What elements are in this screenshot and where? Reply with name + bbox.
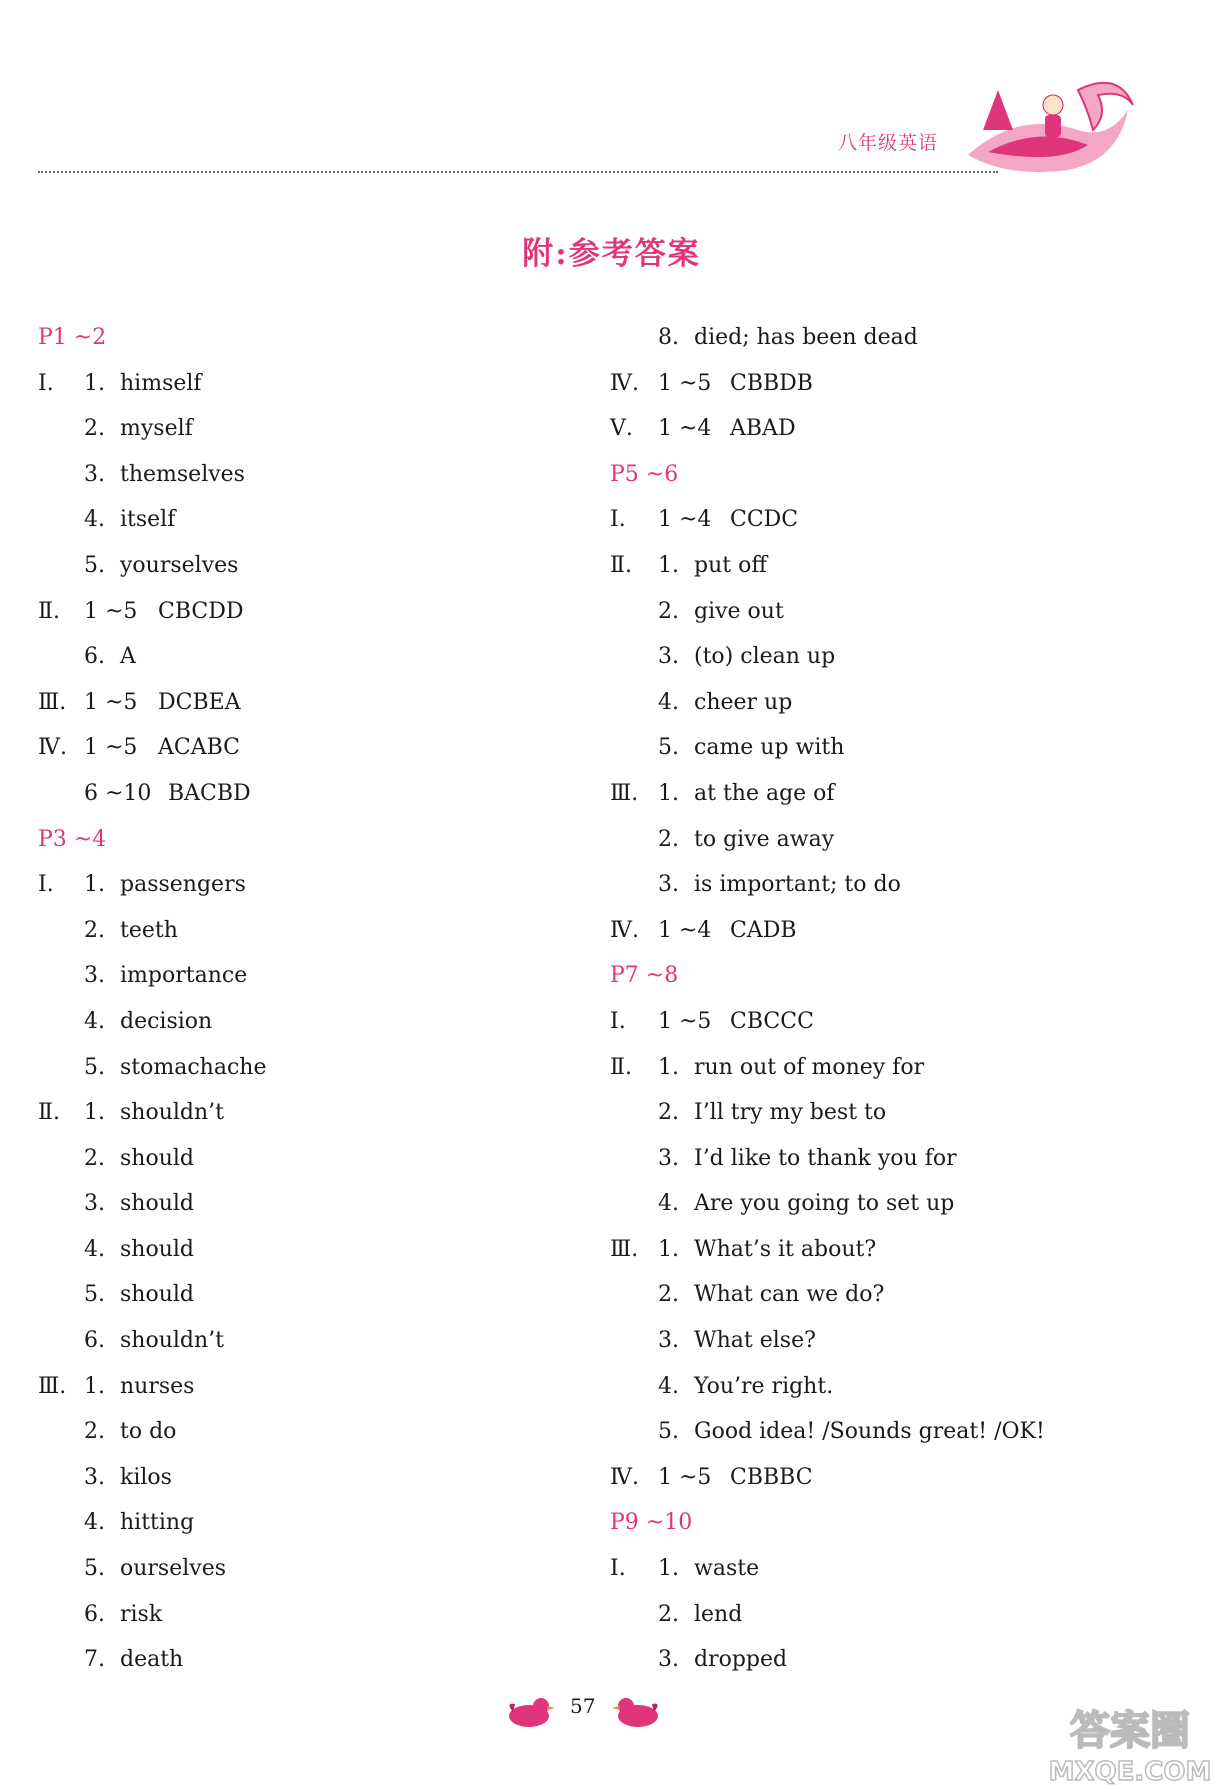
answer-text: should [120,1191,194,1217]
answer-number: 8. [658,325,679,350]
answer-item [38,1136,578,1182]
answer-text: died; has been dead [694,325,918,350]
answer-item [38,1592,578,1638]
answer-number: 2. [84,1145,105,1171]
answer-text: lend [694,1601,743,1627]
answer-text: CBBDB [730,370,813,396]
answer-number: 1 ~5 [84,598,138,624]
answer-text: itself [120,507,176,533]
answer-text: run out of money for [694,1054,925,1080]
answer-number: 3. [84,963,105,989]
answer-text: should [120,1145,194,1171]
answer-item [38,1090,578,1136]
answer-number: 4. [84,1008,105,1034]
answer-text: stomachache [120,1054,267,1080]
answer-item [610,497,1190,543]
answer-text: hitting [120,1510,195,1536]
answer-number: 1 ~5 [84,689,138,715]
answer-item [38,1318,578,1364]
answer-number: 1. [84,872,105,898]
answer-number: 2. [658,826,679,852]
answer-item [38,634,578,680]
answer-item [610,315,1190,361]
answer-text: decision [120,1008,213,1034]
answer-number: 1. [658,552,679,578]
answer-item [38,406,578,452]
question-group-numeral: Ⅳ. [610,917,639,943]
answer-item [610,862,1190,908]
answer-item [610,1272,1190,1318]
watermark-text: 答案圈 [1070,1708,1190,1754]
answer-number: 1. [84,1100,105,1126]
answer-item [38,1455,578,1501]
answer-text: teeth [120,917,178,943]
answer-item [38,680,578,726]
answer-text: What else? [694,1328,816,1354]
question-group-numeral: Ⅳ. [610,1464,639,1490]
answer-item [610,1181,1190,1227]
answer-item [38,1227,578,1273]
answer-item [610,1592,1190,1638]
question-group-numeral: Ⅲ. [610,780,639,806]
answer-number: 1. [658,1054,679,1080]
answer-number: 1 ~5 [84,735,138,761]
question-group-numeral: Ⅳ. [38,735,67,761]
answer-item [610,543,1190,589]
answer-number: 1 ~4 [658,507,712,533]
answer-number: 6 ~10 [84,780,152,806]
section-heading: P7 ~8 [610,963,679,989]
answer-text: give out [694,598,784,624]
answer-item [38,1045,578,1091]
answer-item [610,1090,1190,1136]
watermark-logo [1045,1700,1215,1788]
answer-number: 4. [658,1191,679,1217]
answer-text: ourselves [120,1556,227,1582]
answer-text: is important; to do [694,872,901,898]
answer-number: 2. [84,917,105,943]
bird-icon [612,1690,664,1730]
answer-item [610,361,1190,407]
answer-number: 5. [84,1556,105,1582]
answer-text: CBCCC [730,1008,814,1034]
answer-text: myself [120,416,193,442]
answer-number: 1 ~5 [658,1008,712,1034]
answer-number: 5. [84,1282,105,1308]
answer-item [610,589,1190,635]
answer-text: yourselves [120,552,239,578]
answer-item [38,1546,578,1592]
answer-text: A [120,644,136,670]
answer-number: 1 ~4 [658,416,712,442]
answer-text: I’d like to thank you for [694,1145,957,1171]
answer-text: I’ll try my best to [694,1100,887,1126]
answer-number: 4. [84,1510,105,1536]
answer-text: themselves [120,461,245,487]
answer-item [38,543,578,589]
answer-item [38,1364,578,1410]
answer-item [610,1546,1190,1592]
answer-item [610,1364,1190,1410]
answer-item [610,908,1190,954]
answer-number: 5. [658,1419,679,1445]
watermark-domain: MXQE.COM [1048,1757,1212,1787]
question-group-numeral: Ⅲ. [38,689,67,715]
answer-text: passengers [120,872,246,898]
answer-text: came up with [694,735,845,761]
answer-text: CBBBC [730,1464,813,1490]
answer-number: 1 ~5 [658,370,712,396]
answer-number: 3. [658,1647,679,1673]
answer-number: 2. [658,1601,679,1627]
answer-text: ACABC [158,735,241,761]
answer-item [38,725,578,771]
answer-item [38,1181,578,1227]
answer-number: 1. [84,1373,105,1399]
answer-number: 1 ~5 [658,1464,712,1490]
answer-number: 2. [84,416,105,442]
page-footer [0,1690,1223,1730]
answer-text: You’re right. [694,1373,834,1399]
question-group-numeral: Ⅰ. [38,872,54,898]
question-group-numeral: Ⅰ. [610,1008,626,1034]
answer-number: 1 ~4 [658,917,712,943]
section-heading: P9 ~10 [610,1510,693,1536]
question-group-numeral: Ⅲ. [610,1236,639,1262]
answer-number: 1. [84,370,105,396]
answer-item [610,1455,1190,1501]
answer-number: 3. [84,461,105,487]
question-group-numeral: Ⅱ. [38,1100,60,1126]
answer-text: should [120,1236,194,1262]
answer-text: at the age of [694,780,835,806]
answer-number: 4. [84,1236,105,1262]
question-group-numeral: Ⅱ. [610,1054,632,1080]
answer-number: 3. [84,1464,105,1490]
answer-item [610,817,1190,863]
answer-item [610,725,1190,771]
section-heading: P1 ~2 [38,325,107,350]
answer-item [38,908,578,954]
answer-item [610,1409,1190,1455]
answer-text: kilos [120,1464,172,1490]
answer-item [38,497,578,543]
answer-text: nurses [120,1373,195,1399]
answer-item [610,771,1190,817]
answer-text: risk [120,1601,163,1627]
answer-number: 2. [658,1100,679,1126]
answer-number: 2. [84,1419,105,1445]
answer-number: 3. [658,644,679,670]
answer-number: 6. [84,1601,105,1627]
answer-number: 4. [658,1373,679,1399]
answer-text: to do [120,1419,177,1445]
answer-item [38,771,578,817]
answer-text: waste [694,1556,760,1582]
question-group-numeral: Ⅳ. [610,370,639,396]
answer-text: DCBEA [158,689,241,715]
question-group-numeral: Ⅰ. [38,370,54,396]
answer-text: Are you going to set up [694,1191,955,1217]
answer-text: should [120,1282,194,1308]
question-group-numeral: Ⅴ. [610,416,633,442]
answer-text: CADB [730,917,797,943]
answer-text: shouldn’t [120,1100,224,1126]
answer-text: Good idea! /Sounds great! /OK! [694,1419,1045,1445]
answer-text: shouldn’t [120,1328,224,1354]
answer-number: 5. [84,1054,105,1080]
answer-number: 1. [658,1556,679,1582]
answer-text: CBCDD [158,598,244,624]
answer-item [610,680,1190,726]
answer-item [38,1409,578,1455]
answer-item [610,634,1190,680]
question-group-numeral: Ⅰ. [610,507,626,533]
surfer-illustration [958,70,1138,180]
answer-text: What can we do? [694,1282,885,1308]
header-divider [38,171,998,173]
answer-text: death [120,1647,184,1673]
answer-text: (to) clean up [694,644,836,670]
answer-text: CCDC [730,507,799,533]
answer-text: BACBD [168,780,251,806]
answer-number: 3. [658,1145,679,1171]
answer-number: 5. [658,735,679,761]
answer-item [38,589,578,635]
answer-text: put off [694,552,767,578]
answer-number: 3. [84,1191,105,1217]
answer-number: 7. [84,1647,105,1673]
section-heading: P3 ~4 [38,826,107,852]
answers-right-column [610,315,1190,1683]
answer-item [610,406,1190,452]
page-title: 附:参考答案 [522,236,701,272]
answer-number: 1. [658,780,679,806]
answer-number: 3. [658,872,679,898]
question-group-numeral: Ⅱ. [38,598,60,624]
answer-number: 6. [84,1328,105,1354]
answer-text: to give away [694,826,835,852]
answer-text: ABAD [730,416,796,442]
answer-item [38,361,578,407]
answer-item [610,1227,1190,1273]
question-group-numeral: Ⅱ. [610,552,632,578]
answer-item [610,1136,1190,1182]
answer-item [610,999,1190,1045]
answer-item [610,1637,1190,1683]
answer-number: 3. [658,1328,679,1354]
answer-number: 2. [658,1282,679,1308]
bird-icon [503,1690,555,1730]
answer-text: himself [120,370,202,396]
section-heading: P5 ~6 [610,461,679,487]
question-group-numeral: Ⅰ. [610,1556,626,1582]
answers-left-column [38,315,578,1683]
answer-item [38,862,578,908]
book-subject-label: 八年级英语 [838,132,939,154]
answer-item [38,953,578,999]
answer-number: 4. [84,507,105,533]
answer-item [38,1500,578,1546]
answer-item [38,1637,578,1683]
answer-item [38,999,578,1045]
answer-number: 6. [84,644,105,670]
question-group-numeral: Ⅲ. [38,1373,67,1399]
page-number: 57 [570,1694,596,1718]
answer-number: 1. [658,1236,679,1262]
answer-item [38,1272,578,1318]
answer-number: 2. [658,598,679,624]
answer-text: dropped [694,1647,788,1673]
answer-text: importance [120,963,248,989]
answer-item [610,1045,1190,1091]
answer-text: What’s it about? [694,1236,877,1262]
answer-text: cheer up [694,689,793,715]
answer-number: 4. [658,689,679,715]
answer-item [38,452,578,498]
answer-item [610,1318,1190,1364]
answer-number: 5. [84,552,105,578]
